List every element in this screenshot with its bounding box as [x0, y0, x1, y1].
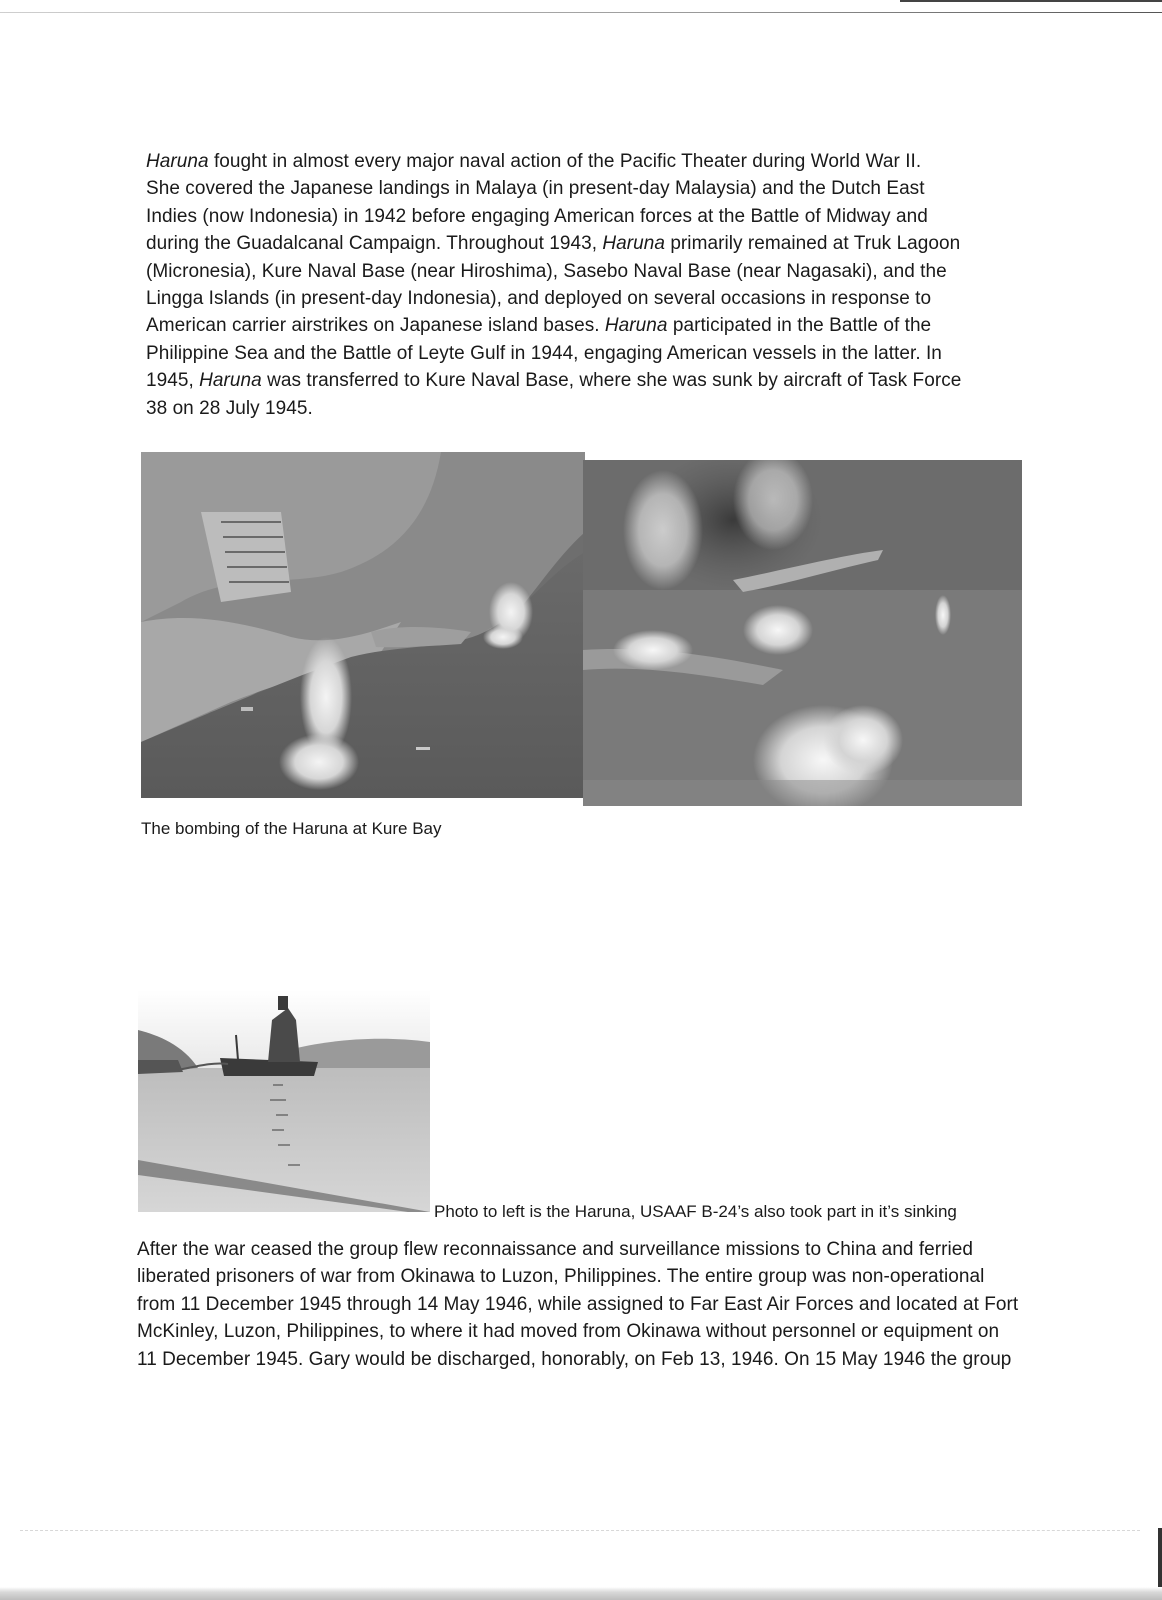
- kure-bay-aerial-photo-right: [583, 460, 1022, 806]
- ship-name-italic: Haruna: [602, 233, 665, 255]
- haruna-history-paragraph: [146, 148, 1036, 422]
- text-run: (Micronesia), Kure Naval Base (near Hiroshima), Sasebo Naval Base (near Nagasaki), and the: [146, 260, 947, 282]
- haruna-photo-caption: Photo to left is the Haruna, USAAF B-24’s also took part in it’s sinking: [434, 1202, 957, 1221]
- text-run: Philippine Sea and the Battle of Leyte Gulf in 1944, engaging American vessels in the latter. In: [146, 342, 942, 364]
- text-run: 1945,: [146, 370, 200, 392]
- text-run: American carrier airstrikes on Japanese island bases.: [146, 315, 605, 337]
- scan-bottom-fold: [20, 1530, 1140, 1532]
- text-run: from 11 December 1945 through 14 May 1946, while assigned to Far East Air Forces and located at Fort: [137, 1293, 1019, 1315]
- text-run: McKinley, Luzon, Philippines, to where it had moved from Okinawa without personnel or equipment on: [137, 1321, 1000, 1343]
- ship-name-italic: Haruna: [199, 370, 262, 392]
- ship-name-italic: Haruna: [604, 315, 668, 337]
- kure-bay-photo-caption: The bombing of the Haruna at Kure Bay: [141, 819, 442, 838]
- scan-bottom-edge: [0, 1587, 1162, 1600]
- postwar-group-paragraph: [137, 1236, 1027, 1373]
- haruna-battleship-photo: [138, 990, 430, 1212]
- text-run: participated in the Battle of the: [667, 315, 932, 337]
- text-run: liberated prisoners of war from Okinawa to Luzon, Philippines. The entire group was non-operational: [137, 1266, 985, 1288]
- text-run: Lingga Islands (in present-day Indonesia), and deployed on several occasions in response to: [146, 288, 932, 310]
- text-run: fought in almost every major naval action of the Pacific Theater during World War II.: [208, 151, 922, 172]
- text-run: After the war ceased the group flew reconnaissance and surveillance missions to China and ferried: [137, 1239, 974, 1260]
- kure-bay-aerial-photo-left: [141, 452, 585, 798]
- text-run: 11 December 1945. Gary would be discharged, honorably, on Feb 13, 1946. On 15 May 1946 the group: [137, 1348, 1012, 1370]
- text-run: during the Guadalcanal Campaign. Throughout 1943,: [146, 233, 603, 255]
- text-run: 38 on 28 July 1945.: [146, 397, 313, 419]
- text-run: Indies (now Indonesia) in 1942 before engaging American forces at the Battle of Midway and: [146, 205, 928, 227]
- text-run: She covered the Japanese landings in Malaya (in present-day Malaysia) and the Dutch East: [146, 178, 925, 200]
- scan-top-corner: [900, 0, 1162, 2]
- scan-top-edge: [0, 12, 1162, 13]
- ship-name-italic: Haruna: [146, 151, 209, 172]
- text-run: primarily remained at Truk Lagoon: [664, 233, 961, 255]
- text-run: was transferred to Kure Naval Base, where she was sunk by aircraft of Task Force: [261, 370, 962, 392]
